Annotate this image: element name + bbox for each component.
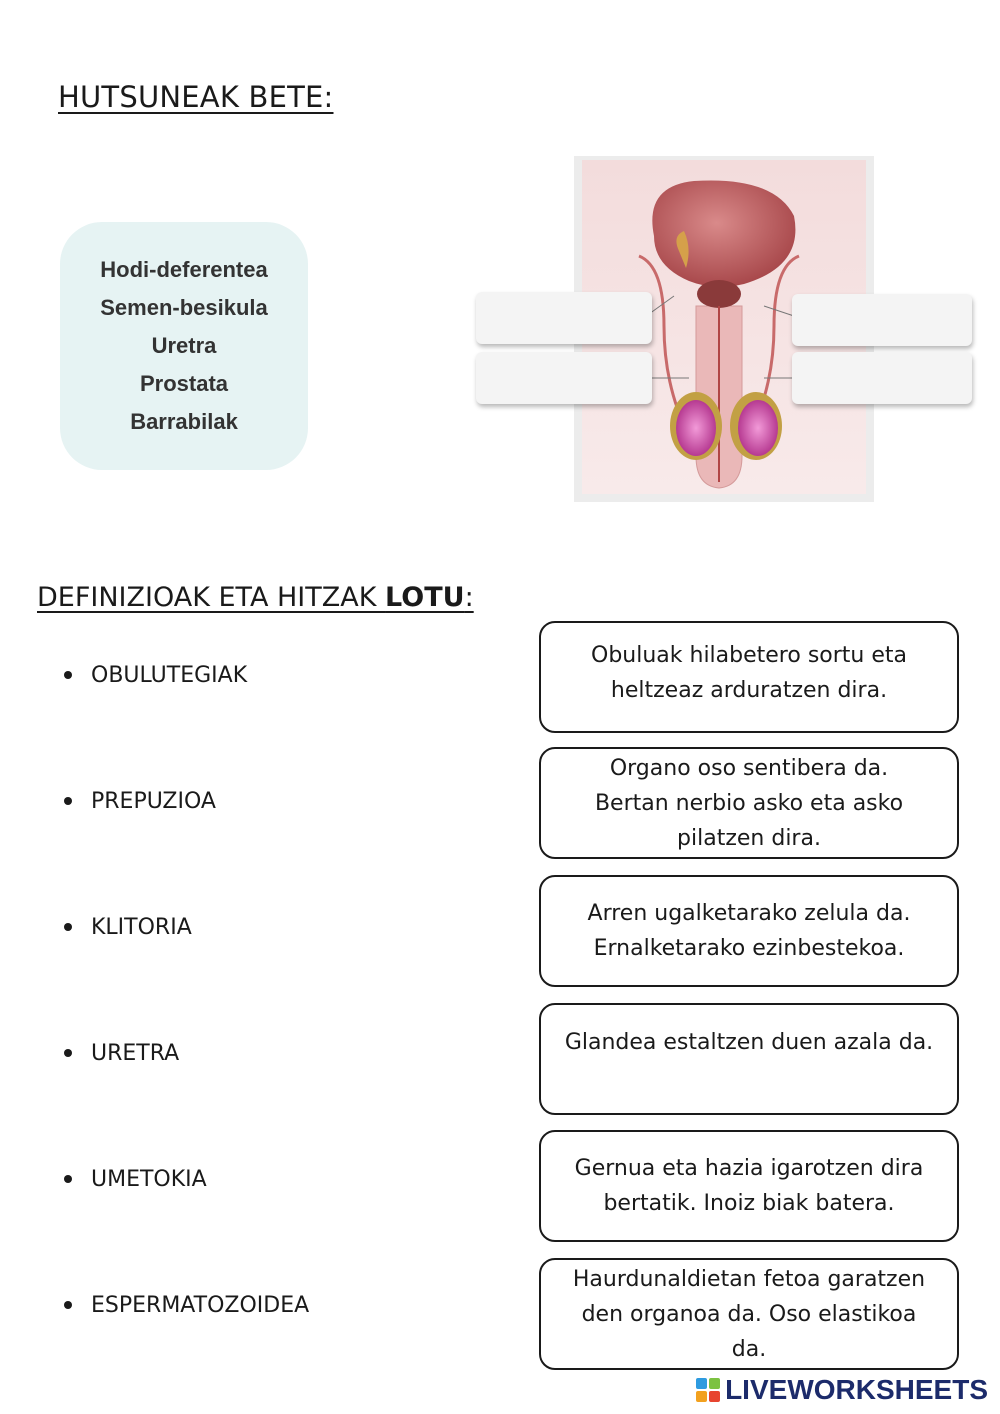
word-bank-item: Semen-besikula	[100, 295, 268, 320]
definition-box[interactable]: Obuluak hilabetero sortu eta heltzeaz arduratzen dira.	[539, 621, 959, 733]
definition-box[interactable]: Arren ugalketarako zelula da. Ernalketarako ezinbestekoa.	[539, 875, 959, 987]
answer-box-right-1[interactable]	[792, 294, 972, 346]
definition-box[interactable]: Gernua eta hazia igarotzen dira bertatik. Inoiz biak batera.	[539, 1130, 959, 1242]
term-item[interactable]: OBULUTEGIAK	[64, 660, 247, 690]
term-item[interactable]: ESPERMATOZOIDEA	[64, 1290, 309, 1320]
word-bank-item: Barrabilak	[130, 409, 238, 434]
term-item[interactable]: UMETOKIA	[64, 1164, 207, 1194]
bullet-icon	[64, 797, 72, 805]
fill-blanks-heading: HUTSUNEAK BETE:	[58, 80, 334, 114]
definition-box[interactable]: Organo oso sentibera da. Bertan nerbio asko eta asko pilatzen dira.	[539, 747, 959, 859]
definition-box[interactable]: Haurdunaldietan fetoa garatzen den organoa da. Oso elastikoa da.	[539, 1258, 959, 1370]
answer-box-left-1[interactable]	[476, 292, 652, 344]
match-heading: DEFINIZIOAK ETA HITZAK LOTU:	[37, 582, 474, 613]
word-bank-item: Prostata	[139, 371, 229, 396]
brand-icon	[695, 1377, 721, 1403]
bullet-icon	[64, 1301, 72, 1309]
bullet-icon	[64, 1175, 72, 1183]
definition-box[interactable]: Glandea estaltzen duen azala da.	[539, 1003, 959, 1115]
bullet-icon	[64, 1049, 72, 1057]
term-item[interactable]: PREPUZIOA	[64, 786, 216, 816]
bullet-icon	[64, 671, 72, 679]
bullet-icon	[64, 923, 72, 931]
liveworksheets-logo: LIVEWORKSHEETS	[695, 1374, 988, 1406]
word-bank-item: Hodi-deferentea	[100, 257, 268, 282]
term-item[interactable]: URETRA	[64, 1038, 179, 1068]
word-bank-item: Uretra	[151, 333, 217, 358]
answer-box-right-2[interactable]	[792, 352, 972, 404]
answer-box-left-2[interactable]	[476, 352, 652, 404]
term-item[interactable]: KLITORIA	[64, 912, 192, 942]
word-bank	[60, 222, 308, 470]
